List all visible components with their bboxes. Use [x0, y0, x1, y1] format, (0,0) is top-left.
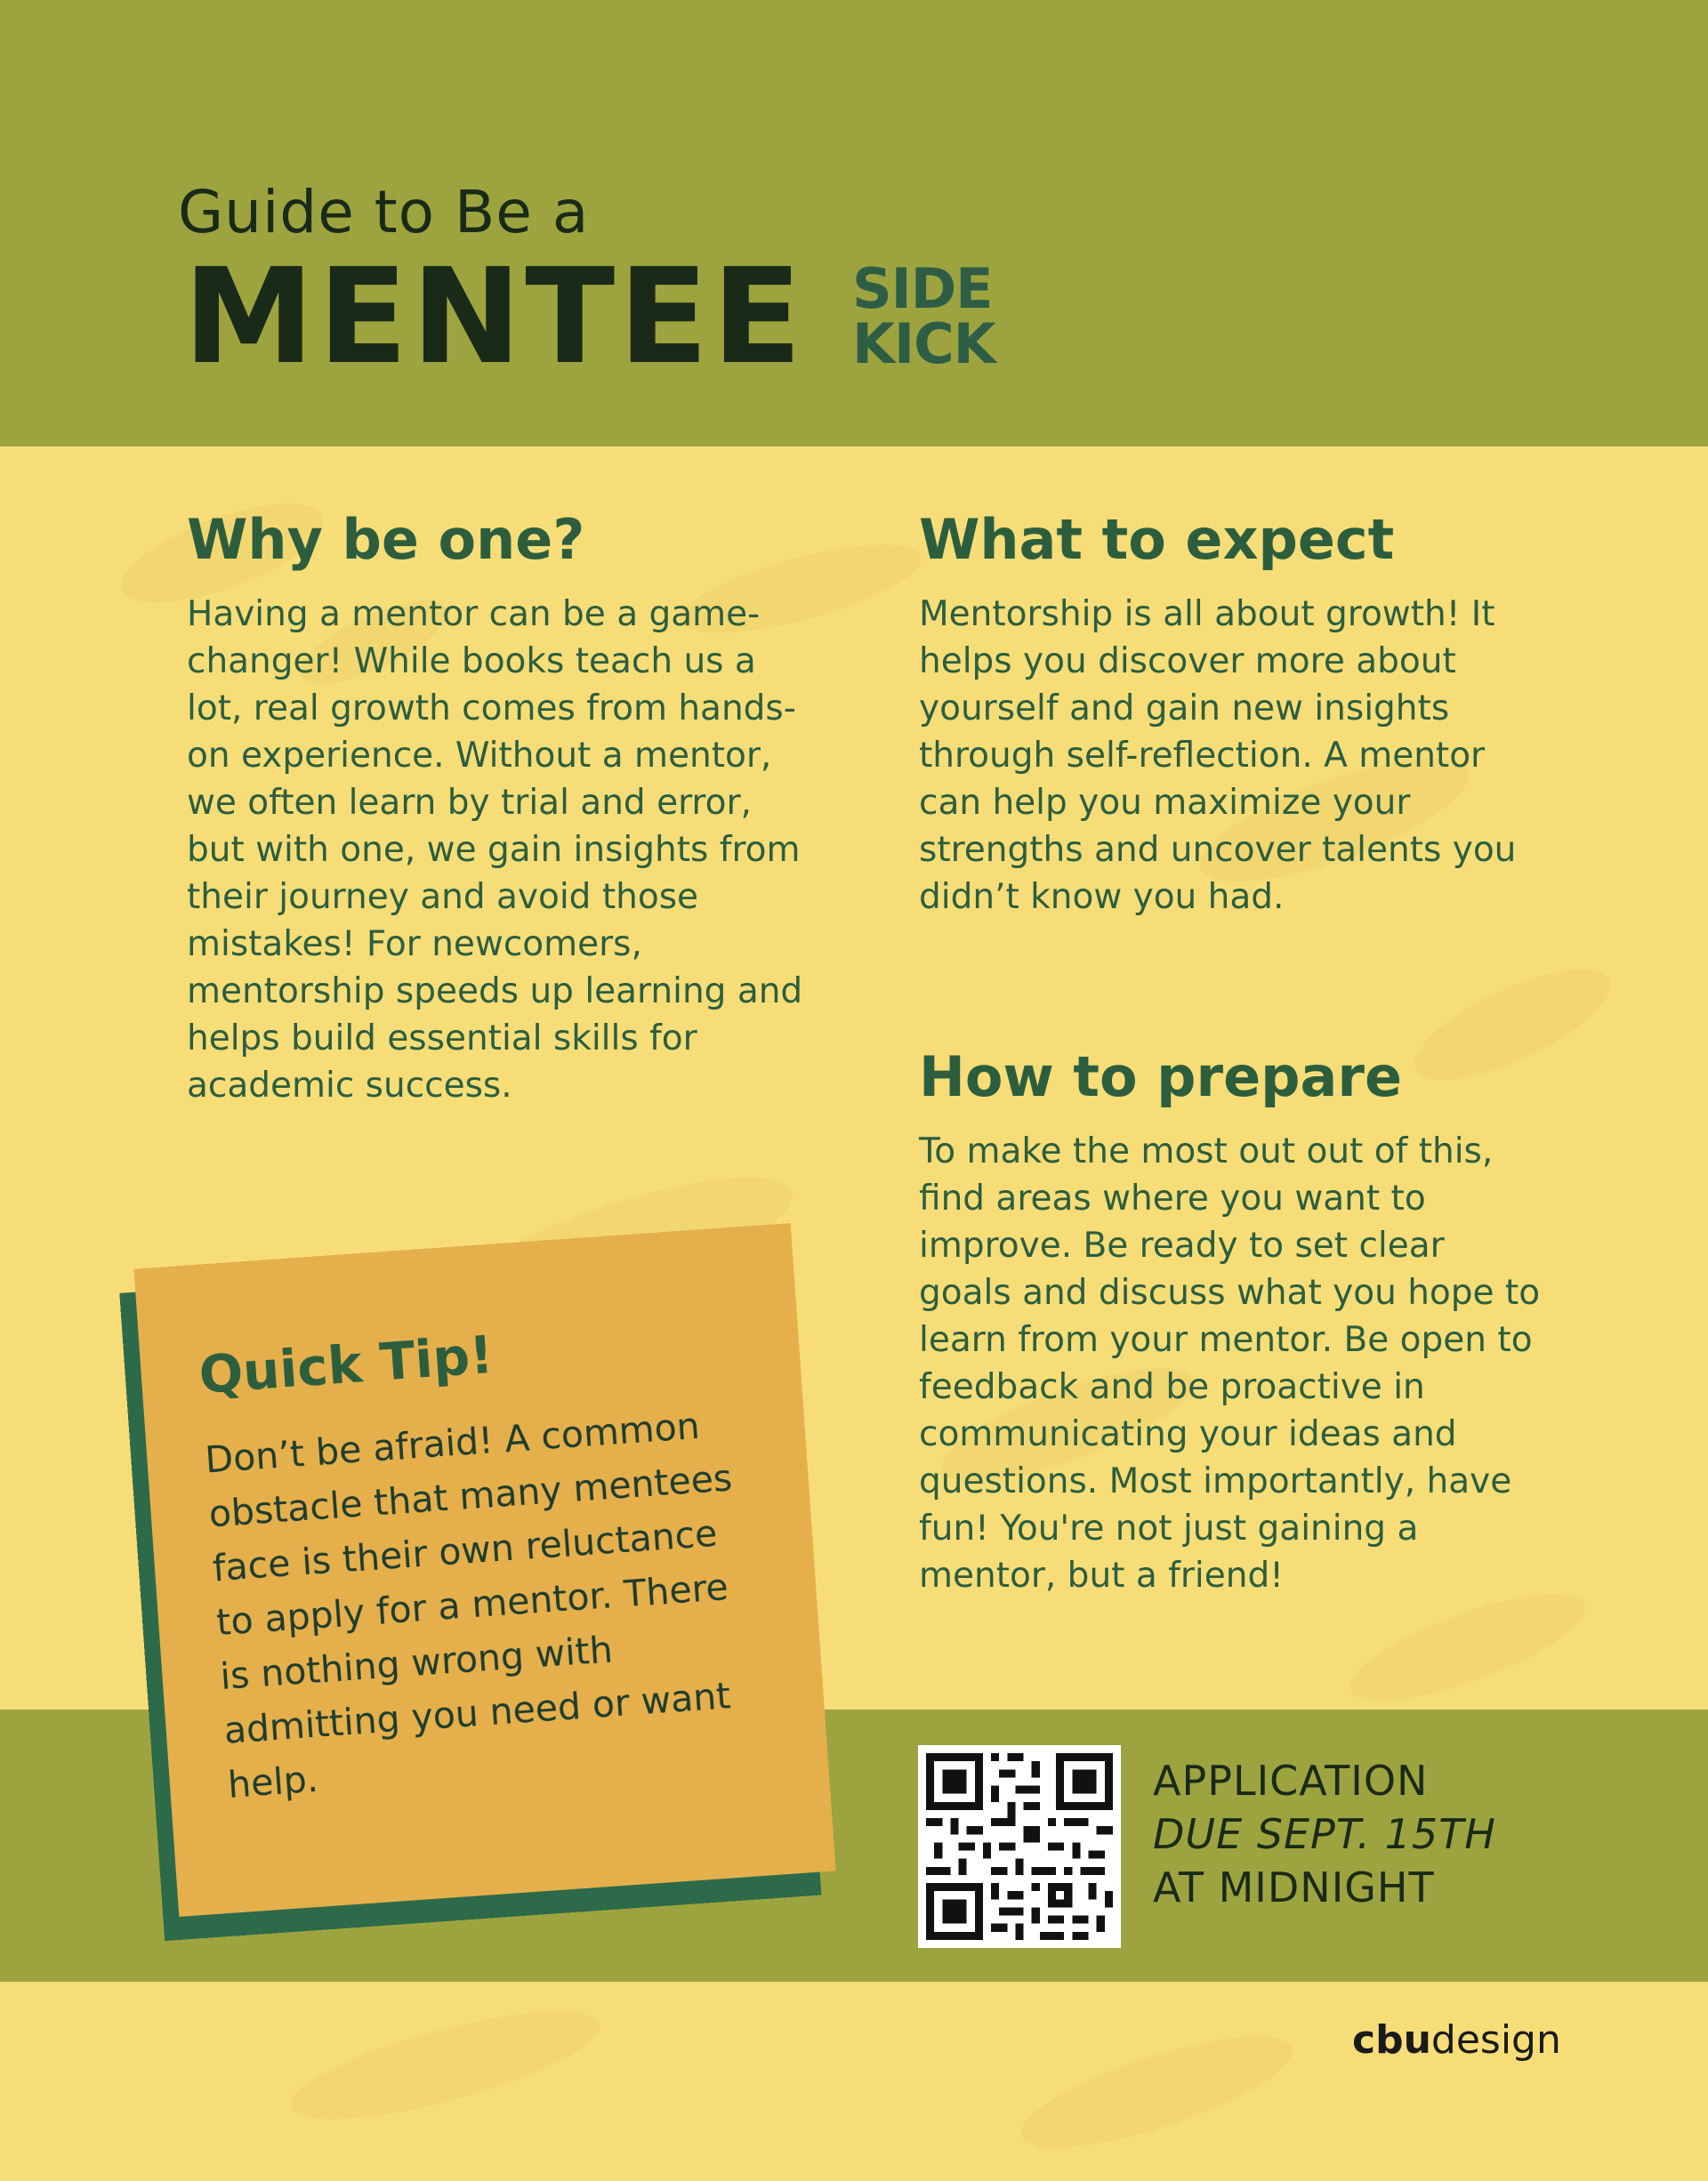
title-mentee: MENTEE [183, 240, 806, 393]
deadline-line-2: DUE SEPT. 15TH [1153, 1810, 1496, 1858]
logo-line-2: KICK [852, 311, 995, 376]
why-text: Having a mentor can be a game-changer! While books teach us a lot, real growth comes from hands-on experience. Without a mentor, we often learn by trial and error, but with one, we gain insights from their journey and avoid those mistakes! For newcomers, mentorship speeds up learning and helps build essential skills for academic success. [187, 594, 803, 1106]
expect-text: Mentorship is all about growth! It helps you discover more about yourself and gain new insights through self-reflection. A mentor can help you maximize your strengths and uncover talents you didn’t know you had. [919, 594, 1517, 917]
logo-line-1: SIDE [852, 256, 993, 321]
title-small: Guide to Be a [178, 178, 590, 246]
quick-tip-card [133, 1223, 835, 1917]
sidekick-logo [852, 256, 1021, 386]
tip-card-body [133, 1223, 835, 1917]
qr-code[interactable] [918, 1745, 1121, 1948]
logo-brand-bold: cbu [1352, 2017, 1431, 2063]
application-deadline [1153, 1754, 1496, 1914]
prepare-heading: How to prepare [919, 1044, 1403, 1109]
deadline-line-1: APPLICATION [1153, 1757, 1429, 1805]
why-heading: Why be one? [187, 507, 585, 572]
expect-heading: What to expect [919, 507, 1395, 572]
logo-brand-regular: design [1430, 2017, 1561, 2063]
deadline-line-3: AT MIDNIGHT [1153, 1863, 1435, 1911]
tip-heading: Quick Tip! [197, 1324, 495, 1405]
tip-text: Don’t be afraid! A common obstacle that many mentees face is their own reluctance to apply for a mentor. There is nothing wrong with admitting you need or want help. [203, 1404, 734, 1807]
cbudesign-logo [1352, 2017, 1561, 2063]
prepare-text: To make the most out out of this, find areas where you want to improve. Be ready to set clear goals and discuss what you hope to learn from your mentor. Be open to feedback and be proactive in communicating your ideas and questions. Most importantly, have fun! You're not just gaining a mentor, but a friend! [919, 1131, 1541, 1596]
